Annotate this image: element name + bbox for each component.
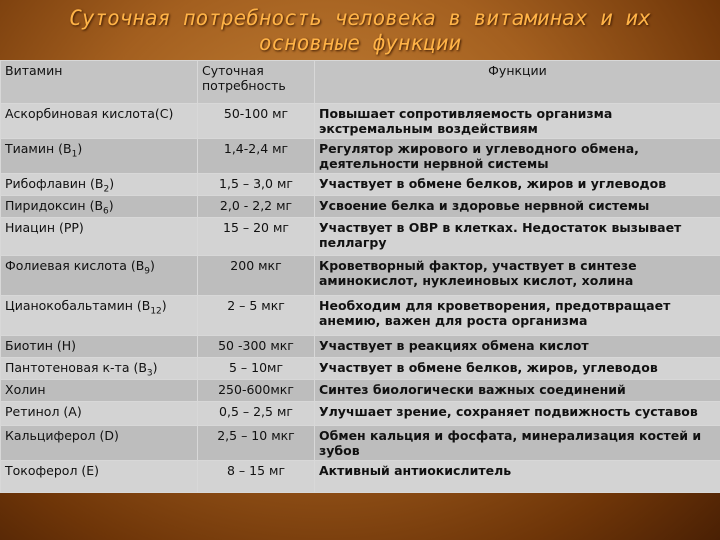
daily-need-cell: 8 – 15 мг — [198, 461, 315, 493]
daily-need-cell: 2,0 - 2,2 мг — [198, 196, 315, 218]
vitamin-name: Рибофлавин (В — [5, 176, 104, 191]
daily-need-cell: 250-600мкг — [198, 380, 315, 402]
vitamin-subscript: 2 — [103, 184, 110, 195]
vitamin-name-cell — [1, 104, 198, 139]
function-cell: Необходим для кроветворения, предотвращает анемию, важен для роста организма — [315, 296, 720, 336]
daily-need-cell: 2 – 5 мкг — [198, 296, 315, 336]
function-cell: Активный антиокислитель — [315, 461, 720, 493]
header-functions: Функции — [315, 61, 720, 104]
vitamin-subscript: 1 — [71, 149, 78, 160]
vitamin-name: Ретинол (А) — [5, 404, 82, 419]
daily-need-cell: 200 мкг — [198, 256, 315, 296]
vitamin-name: Пантотеновая к-та (В — [5, 360, 147, 375]
vitamin-name-cell — [1, 218, 198, 256]
vitamin-name-cell — [1, 296, 198, 336]
daily-need-cell: 2,5 – 10 мкг — [198, 426, 315, 461]
header-vitamin: Витамин — [1, 61, 198, 104]
daily-need-cell: 50 -300 мкг — [198, 336, 315, 358]
table-row — [1, 296, 720, 336]
function-cell: Повышает сопротивляемость организма экстремальным воздействиям — [315, 104, 720, 139]
vitamin-name-cell — [1, 461, 198, 493]
table-row — [1, 139, 720, 174]
function-cell: Обмен кальция и фосфата, минерализация костей и зубов — [315, 426, 720, 461]
function-cell: Участвует в реакциях обмена кислот — [315, 336, 720, 358]
vitamin-name: Пиридоксин (В — [5, 198, 104, 213]
vitamin-name: Кальциферол (D) — [5, 428, 119, 443]
vitamin-name-suffix: ) — [150, 258, 155, 273]
table-row — [1, 358, 720, 380]
vitamin-name-cell — [1, 196, 198, 218]
vitamin-name: Биотин (Н) — [5, 338, 77, 353]
vitamin-subscript: 3 — [146, 368, 153, 379]
vitamin-subscript: 12 — [150, 306, 162, 317]
table-row — [1, 104, 720, 139]
table-row — [1, 256, 720, 296]
vitamin-name-cell — [1, 426, 198, 461]
daily-need-cell: 0,5 – 2,5 мг — [198, 402, 315, 426]
vitamin-subscript: 6 — [103, 206, 109, 217]
table-row — [1, 402, 720, 426]
vitamin-name: Фолиевая кислота (В — [5, 258, 145, 273]
vitamin-name-suffix: ) — [108, 198, 114, 213]
table-row — [1, 380, 720, 402]
function-cell: Усвоение белка и здоровье нервной системы — [315, 196, 720, 218]
slide-title-line2: основные функции — [258, 31, 462, 55]
function-cell: Регулятор жирового и углеводного обмена, деятельности нервной системы — [315, 139, 720, 174]
table-row — [1, 218, 720, 256]
table-row — [1, 174, 720, 196]
vitamin-name-cell — [1, 402, 198, 426]
vitamin-name: Токоферол (Е) — [5, 463, 100, 478]
vitamin-name-cell — [1, 174, 198, 196]
vitamin-name-suffix: ) — [77, 141, 83, 156]
vitamin-name-cell — [1, 139, 198, 174]
vitamin-name-suffix: ) — [109, 176, 115, 191]
vitamin-name-suffix: ) — [161, 298, 167, 313]
function-cell: Участвует в обмене белков, жиров, углеводов — [315, 358, 720, 380]
function-cell: Участвует в ОВР в клетках. Недостаток вызывает пеллагру — [315, 218, 720, 256]
table-row — [1, 336, 720, 358]
table-row — [1, 196, 720, 218]
slide-title — [0, 6, 720, 56]
vitamin-name-cell — [1, 336, 198, 358]
vitamin-name: Аскорбиновая кислота(С) — [5, 106, 174, 121]
daily-need-cell: 50-100 мг — [198, 104, 315, 139]
slide-title-line1: Суточная потребность человека в витаминах и их — [69, 6, 651, 30]
daily-need-cell: 15 – 20 мг — [198, 218, 315, 256]
header-daily-need: Суточная потребность — [198, 61, 315, 104]
function-cell: Синтез биологически важных соединений — [315, 380, 720, 402]
table-row — [1, 426, 720, 461]
function-cell: Участвует в обмене белков, жиров и углеводов — [315, 174, 720, 196]
vitamin-name: Холин — [5, 382, 46, 397]
daily-need-cell: 1,5 – 3,0 мг — [198, 174, 315, 196]
vitamin-subscript: 9 — [144, 266, 151, 277]
table-row — [1, 461, 720, 493]
vitamin-name: Цианокобальтамин (В — [5, 298, 151, 313]
vitamin-name-cell — [1, 256, 198, 296]
vitamin-name-cell — [1, 358, 198, 380]
function-cell: Улучшает зрение, сохраняет подвижность суставов — [315, 402, 720, 426]
vitamin-name: Ниацин (РР) — [5, 220, 84, 235]
vitamin-table-body — [1, 61, 720, 493]
vitamin-name-suffix: ) — [152, 360, 158, 375]
daily-need-cell: 5 – 10мг — [198, 358, 315, 380]
vitamin-name: Тиамин (В — [5, 141, 72, 156]
function-cell: Кроветворный фактор, участвует в синтезе аминокислот, нуклеиновых кислот, холина — [315, 256, 720, 296]
vitamin-table — [0, 60, 720, 493]
table-header-row — [1, 61, 720, 104]
vitamin-name-cell — [1, 380, 198, 402]
daily-need-cell: 1,4-2,4 мг — [198, 139, 315, 174]
